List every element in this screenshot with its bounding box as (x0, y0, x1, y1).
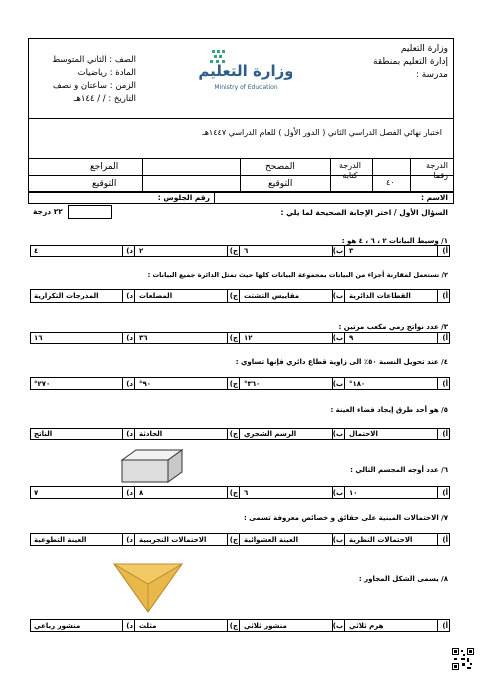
ministry-name: وزارة التعليم (400, 44, 448, 54)
logo-wordmark: وزارة التعليم (198, 62, 292, 80)
corrector-sign: التوقيع (268, 179, 293, 189)
divider (240, 158, 241, 192)
option-letter: ج) (229, 621, 238, 630)
divider (344, 378, 345, 389)
divider (122, 333, 123, 343)
option-letter: ج) (229, 430, 238, 438)
divider (344, 246, 345, 256)
option-d[interactable]: ٢٧٠° (34, 379, 51, 388)
grade-class: الصف : الثاني المتوسط (52, 55, 136, 65)
divider (437, 620, 438, 631)
option-letter: ج) (229, 535, 238, 544)
option-letter: د) (126, 292, 133, 300)
option-letter: ب) (332, 292, 343, 300)
option-c[interactable]: ٣٦ (139, 334, 148, 342)
option-a[interactable]: ٩ (349, 334, 354, 342)
option-a[interactable]: الاحتمالات النظرية (349, 535, 413, 544)
option-letter: د) (126, 535, 133, 544)
divider (344, 534, 345, 545)
option-letter: أ) (442, 379, 448, 388)
option-c[interactable]: ٩٠° (139, 379, 152, 388)
divider (344, 429, 345, 439)
option-b[interactable]: ٦ (244, 488, 249, 497)
corrector-label: المصحح (265, 162, 295, 172)
divider (227, 429, 228, 439)
student-name-label[interactable]: الاسم : (420, 193, 448, 202)
divider (122, 620, 123, 631)
divider (239, 378, 240, 389)
divider (330, 158, 331, 192)
option-letter: ج) (229, 379, 238, 388)
option-letter: أ) (442, 488, 448, 497)
divider (134, 378, 135, 389)
divider (122, 290, 123, 302)
answer-row (30, 245, 450, 257)
prism-figure (110, 562, 186, 616)
option-letter: ب) (332, 488, 343, 497)
option-d[interactable]: ٤ (34, 247, 39, 255)
divider (134, 290, 135, 302)
divider (134, 534, 135, 545)
answer-row (30, 289, 450, 303)
option-c[interactable]: ٢ (139, 247, 144, 255)
option-a[interactable]: ١٨٠° (349, 379, 366, 388)
answer-row (30, 619, 450, 632)
answer-row (30, 428, 450, 440)
option-b[interactable]: ٣٦٠° (244, 379, 261, 388)
reviewer-label: المراجع (90, 162, 119, 172)
education-admin: إدارة التعليم بمنطقة (373, 57, 448, 67)
answer-row (30, 533, 450, 546)
option-c[interactable]: المضلعات (139, 292, 173, 300)
divider (227, 378, 228, 389)
divider (28, 158, 454, 159)
option-letter: د) (126, 621, 133, 630)
option-b[interactable]: ١٢ (244, 334, 253, 342)
option-letter: أ) (442, 334, 448, 342)
option-a[interactable]: هرم ثلاثي (349, 621, 384, 630)
subject: المادة : رياضيات (77, 68, 136, 78)
option-b[interactable]: الرسم الشجري (244, 430, 297, 438)
option-a[interactable]: القطاعات الدائرية (349, 292, 411, 300)
divider (122, 487, 123, 498)
divider (437, 487, 438, 498)
divider (239, 429, 240, 439)
option-letter: ب) (332, 247, 343, 255)
divider (227, 534, 228, 545)
option-d[interactable]: منشور رباعي (34, 621, 81, 630)
question-text: ٧/ الاحتمالات المبنية على حقائق و خصائص معروفة تسمى : (243, 514, 448, 522)
reviewer-sign: التوقيع (92, 179, 117, 189)
seat-number-label[interactable]: رقم الجلوس : (157, 193, 210, 202)
question-text: ٣/ عدد نواتج رمي مكعب مرتين : (338, 323, 448, 331)
question-text: ١/ وسيط البيانات ٢ ، ٦ ، ٤ هو : (341, 237, 448, 245)
option-letter: أ) (442, 292, 448, 300)
option-letter: د) (126, 334, 133, 342)
ministry-logo (192, 46, 292, 94)
option-letter: ب) (332, 621, 343, 630)
option-b[interactable]: مقاييس التشتت (244, 292, 300, 300)
question-text: ٢/ تستعمل لمقارنة أجزاء من البيانات بمجموعة البيانات كلها حيث تمثل الدائرة جميع البيانات : (147, 271, 448, 279)
divider (227, 246, 228, 256)
divider (134, 487, 135, 498)
divider (437, 429, 438, 439)
option-letter: د) (126, 488, 133, 497)
option-d[interactable]: ١٦ (34, 334, 43, 342)
divider (437, 290, 438, 302)
divider (122, 378, 123, 389)
divider (28, 175, 454, 176)
divider (122, 429, 123, 439)
divider (239, 534, 240, 545)
divider (372, 158, 373, 192)
divider (134, 333, 135, 343)
option-letter: د) (126, 379, 133, 388)
grade-numeric-label: الدرجة رقما (426, 161, 448, 180)
option-letter: د) (126, 430, 133, 438)
option-d[interactable]: الناتج (34, 430, 53, 438)
divider (437, 534, 438, 545)
divider (344, 333, 345, 343)
divider (437, 333, 438, 343)
divider (239, 487, 240, 498)
question-text: ٥/ هو أحد طرق إيجاد فضاء العينة : (330, 406, 448, 414)
school-label: مدرسة : (415, 70, 448, 80)
option-c[interactable]: الاحتمالات التجريبية (139, 535, 207, 544)
option-a[interactable]: ١٠ (349, 488, 358, 497)
option-b[interactable]: ٦ (244, 247, 249, 255)
option-d[interactable]: العينة التطوعية (34, 535, 87, 544)
divider (134, 429, 135, 439)
divider (134, 246, 135, 256)
divider (122, 534, 123, 545)
divider (239, 246, 240, 256)
option-letter: ج) (229, 488, 238, 497)
duration: الزمن : ساعتان و نصف (52, 81, 136, 91)
divider (344, 620, 345, 631)
divider (437, 378, 438, 389)
question-text: ٨/ يسمى الشكل المجاور : (358, 575, 448, 583)
exam-title: اختبار نهائي الفصل الدراسي الثاني ( الدور الأول ) للعام الدراسي ١٤٤٧هـ (202, 128, 442, 137)
option-letter: ج) (229, 334, 238, 342)
option-letter: ب) (332, 379, 343, 388)
score-box[interactable] (68, 205, 112, 219)
cuboid-figure (118, 446, 190, 486)
option-letter: ج) (229, 292, 238, 300)
divider (239, 620, 240, 631)
section-score: ٢٢ درجة (33, 207, 63, 216)
option-letter: ب) (332, 535, 343, 544)
section-title: السؤال الأول / اختر الإجابة الصحيحة لما يلي : (280, 208, 448, 217)
option-letter: ج) (229, 247, 238, 255)
divider (227, 290, 228, 302)
option-c[interactable]: الحادثة (139, 430, 163, 438)
divider (437, 246, 438, 256)
answer-row (30, 332, 450, 344)
option-letter: أ) (442, 621, 448, 630)
divider (344, 290, 345, 302)
student-row (28, 192, 454, 204)
divider (239, 333, 240, 343)
option-a[interactable]: ٣ (349, 247, 354, 255)
question-text: ٦/ عدد أوجه المجسم التالي : (350, 466, 448, 474)
divider (134, 620, 135, 631)
divider (142, 158, 143, 192)
grade-written-label: الدرجة كتابة (339, 161, 361, 180)
option-letter: أ) (442, 247, 448, 255)
option-letter: أ) (442, 430, 448, 438)
divider (227, 620, 228, 631)
option-a[interactable]: الاحتمال (349, 430, 378, 438)
option-c[interactable]: ٨ (139, 488, 144, 497)
option-b[interactable]: منشور ثلاثي (244, 621, 287, 630)
divider (227, 333, 228, 343)
divider (239, 290, 240, 302)
option-d[interactable]: ٧ (34, 488, 39, 497)
question-text: ٤/ عند تحويل النسبة ٥٠٪ الى زاوية قطاع دائري فإنها تساوي : (235, 358, 448, 366)
divider (214, 192, 215, 204)
qr-code (452, 648, 474, 670)
option-letter: د) (126, 247, 133, 255)
grade-numeric-value: ٤٠ (386, 178, 395, 187)
divider (122, 246, 123, 256)
date: التاريخ : / / ١٤٤هـ (73, 94, 136, 104)
logo-english: Ministry of Education (214, 84, 278, 91)
answer-row (30, 486, 450, 499)
option-letter: أ) (442, 535, 448, 544)
option-letter: ب) (332, 334, 343, 342)
option-letter: ب) (332, 430, 343, 438)
divider (227, 487, 228, 498)
option-c[interactable]: مثلث (139, 621, 157, 630)
answer-row (30, 377, 450, 390)
divider (28, 118, 454, 119)
option-b[interactable]: العينة العشوائية (244, 535, 298, 544)
divider (344, 487, 345, 498)
option-d[interactable]: المدرجات التكرارية (34, 292, 99, 300)
